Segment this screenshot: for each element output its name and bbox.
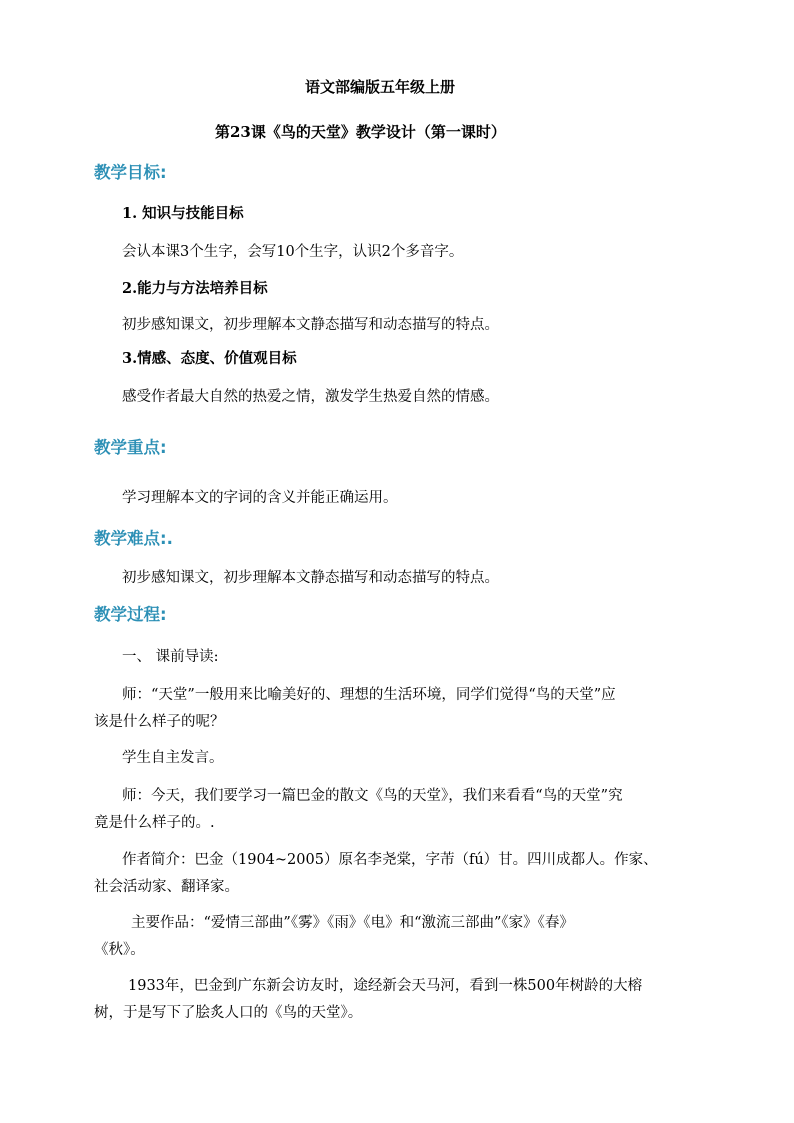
paragraph-6-line-2: 树，于是写下了脍炙人口的《鸟的天堂》。 (94, 1005, 363, 1021)
paragraph-4-line-2: 社会活动家、翻译家。 (94, 879, 239, 895)
objective-3-text: 感受作者最大自然的热爱之情，激发学生热爱自然的情感。 (122, 389, 499, 405)
objective-1-title: 1. 知识与技能目标 (122, 205, 244, 222)
objectives-heading: 教学目标: (94, 163, 167, 182)
paragraph-3-line-1: 师：今天，我们要学习一篇巴金的散文《鸟的天堂》，我们来看看“鸟的天堂”究 (122, 788, 623, 804)
paragraph-1-line-1: 师：“天堂”一般用来比喻美好的、理想的生活环境，同学们觉得“鸟的天堂”应 (122, 687, 616, 703)
process-heading: 教学过程: (94, 605, 167, 624)
objective-2-title: 2.能力与方法培养目标 (122, 280, 268, 297)
paragraph-3-line-2: 竟是什么样子的。. (94, 815, 215, 831)
key-points-heading: 教学重点: (94, 438, 167, 457)
objective-2-text: 初步感知课文，初步理解本文静态描写和动态描写的特点。 (122, 317, 499, 333)
difficulties-heading: 教学难点:. (94, 529, 173, 548)
key-points-text: 学习理解本文的字词的含义并能正确运用。 (122, 490, 398, 506)
document-title: 语文部编版五年级上册 (305, 78, 456, 96)
objective-3-title: 3.情感、态度、价值观目标 (122, 350, 297, 367)
paragraph-5-line-1: 主要作品：“爱情三部曲”《雾》《雨》《电》和“激流三部曲”《家》《春》 (131, 915, 574, 931)
paragraph-4-line-1: 作者简介：巴金（1904~2005）原名李尧棠，字芾（fú）甘。四川成都人。作家、 (122, 852, 658, 868)
document-subtitle: 第23课《鸟的天堂》教学设计（第一课时） (215, 123, 506, 141)
paragraph-1-line-2: 该是什么样子的呢？ (94, 714, 225, 730)
paragraph-2: 学生自主发言。 (122, 750, 224, 766)
paragraph-6-line-1: 1933年，巴金到广东新会访友时，途经新会天马河，看到一株500年树龄的大榕 (128, 978, 643, 994)
process-step-1: 一、 课前导读: (122, 649, 219, 665)
difficulties-text: 初步感知课文，初步理解本文静态描写和动态描写的特点。 (122, 570, 499, 586)
objective-1-text: 会认本课3个生字，会写10个生字，认识2个多音字。 (122, 244, 464, 260)
paragraph-5-line-2: 《秋》。 (94, 942, 145, 958)
